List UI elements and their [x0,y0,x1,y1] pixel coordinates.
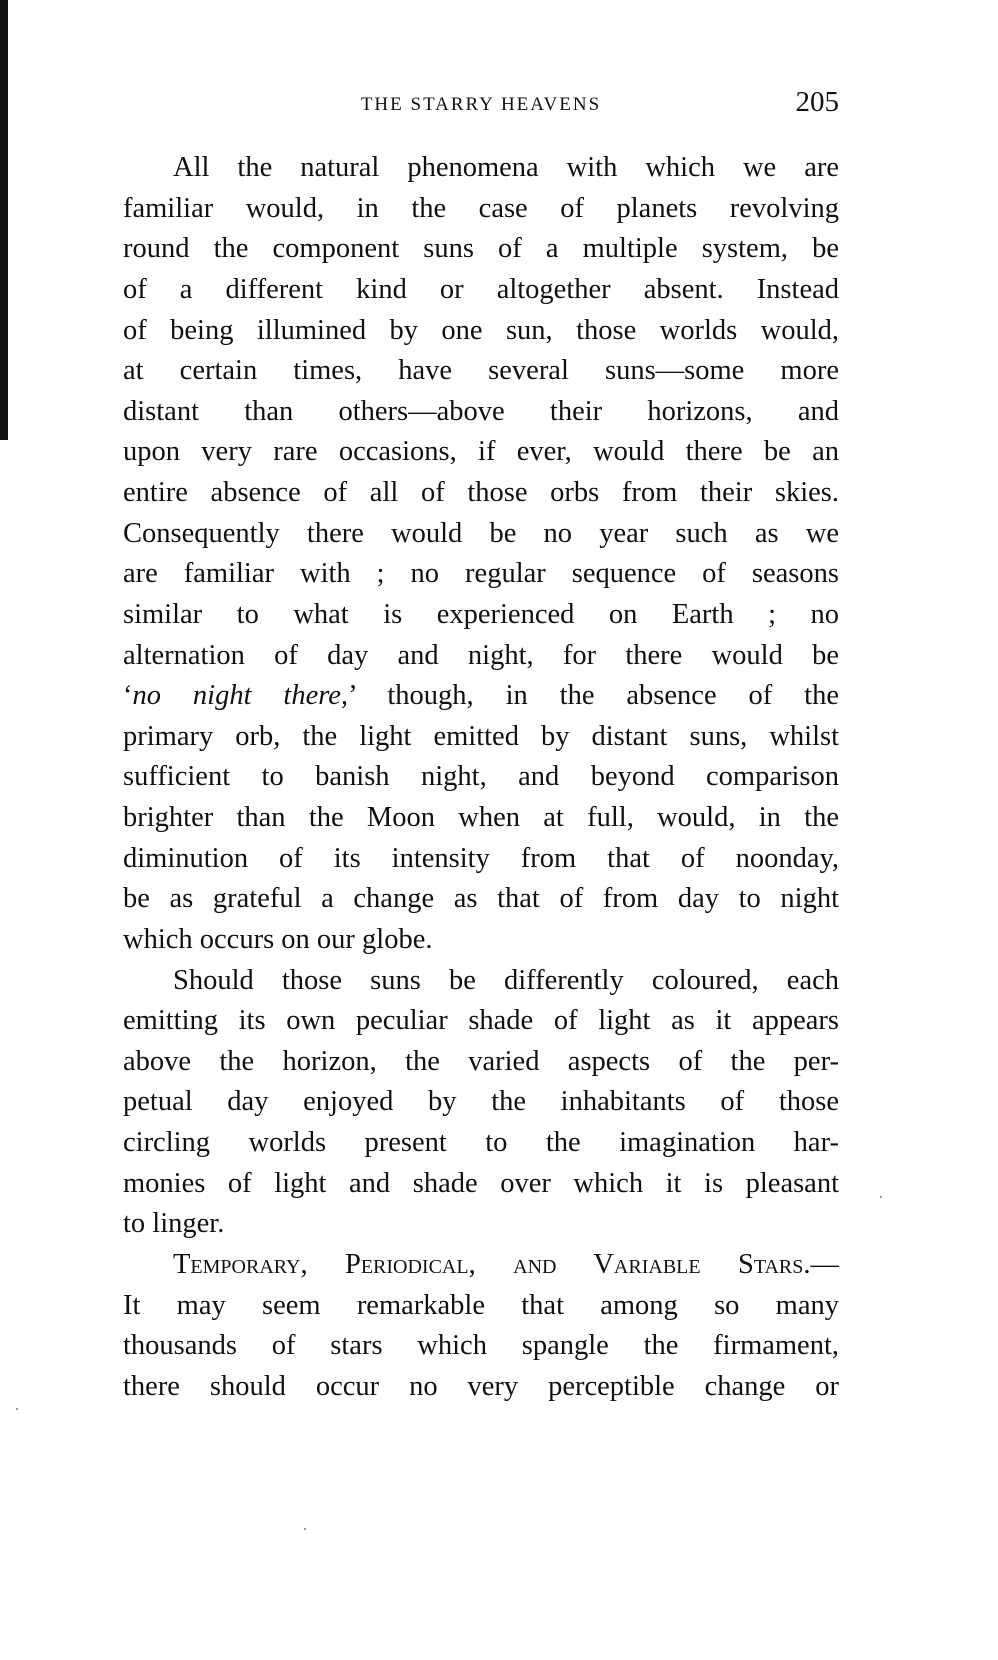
text-segment: All the natural phenomena with which we are [173,152,839,183]
text-line [123,514,839,555]
text-segment: entire absence of all of those orbs from their skies. [123,477,839,508]
text-line [123,311,839,352]
text-segment: ‘ [123,680,133,712]
text-line [123,717,839,758]
text-line [123,636,839,677]
text-segment: primary orb, the light emitted by distant suns, whilst [123,720,839,752]
section-heading: Temporary, Periodical, and Variable Stars.— [173,1248,839,1280]
text-line [123,1123,839,1164]
text-line [123,148,839,189]
text-segment: Consequently there would be no year such as we [123,517,839,549]
text-segment: round the component suns of a multiple system, be [123,233,839,265]
text-line [123,189,839,230]
text-segment: there should occur no very perceptible change or [123,1370,839,1402]
scan-speck [304,1528,306,1530]
text-segment: to linger. [123,1208,225,1240]
text-segment: similar to what is experienced on Earth ; no [123,598,839,630]
text-segment: diminution of its intensity from that of noonday, [123,842,839,874]
scan-speck [16,1408,18,1410]
text-segment: above the horizon, the varied aspects of the per- [123,1045,839,1077]
scan-speck [880,1196,882,1198]
text-segment: are familiar with ; no regular sequence of seasons [123,558,839,590]
text-line [123,798,839,839]
text-segment: alternation of day and night, for there would be [123,639,839,671]
text-segment: thousands of stars which spangle the firmament, [123,1330,839,1362]
text-line [123,554,839,595]
text-line [123,1204,839,1245]
text-segment: ’ though, in the absence of the [348,680,839,712]
text-line [123,595,839,636]
text-line [123,676,839,717]
text-segment: familiar would, in the case of planets revolving [123,192,839,224]
text-segment: at certain times, have several suns—some more [123,355,839,387]
text-line [123,1164,839,1205]
text-segment: upon very rare occasions, if ever, would there be an [123,436,839,468]
text-segment: of being illumined by one sun, those worlds would, [123,314,839,346]
text-line [123,392,839,433]
text-segment: which occurs on our globe. [123,923,433,955]
text-line [123,879,839,920]
paragraph [123,148,839,961]
text-line [123,1042,839,1083]
text-segment: petual day enjoyed by the inhabitants of those [123,1086,839,1118]
text-segment: It may seem remarkable that among so many [123,1289,839,1321]
running-title: THE STARRY HEAVENS [360,94,602,115]
text-line [123,473,839,514]
text-segment: distant than others—above their horizons, and [123,395,839,427]
text-line [123,229,839,270]
text-segment: monies of light and shade over which it is pleasant [123,1167,839,1199]
italic-quote: no night there, [132,680,349,712]
paragraph [123,1245,839,1408]
paragraph [123,961,839,1245]
text-line [123,757,839,798]
text-line [123,1286,839,1327]
text-line [123,1326,839,1367]
text-segment: be as grateful a change as that of from day to night [123,883,839,915]
text-line [123,1245,839,1286]
text-line [123,961,839,1002]
text-segment: circling worlds present to the imagination har- [123,1127,839,1158]
text-line [123,1082,839,1123]
text-line [123,839,839,880]
body-text [123,148,839,1407]
text-segment: of a different kind or altogether absent. Instead [123,273,839,305]
text-line [123,1367,839,1408]
running-header [123,86,839,122]
text-segment: sufficient to banish night, and beyond comparison [123,761,839,793]
text-segment: Should those suns be differently coloured, each [173,964,839,996]
page-number: 205 [795,86,839,118]
text-line [123,432,839,473]
text-segment: emitting its own peculiar shade of light as it appears [123,1005,839,1037]
text-line [123,1001,839,1042]
text-line [123,351,839,392]
text-line [123,270,839,311]
text-segment: brighter than the Moon when at full, would, in the [123,802,839,833]
page-edge-shadow [0,0,8,440]
text-line [123,920,839,961]
